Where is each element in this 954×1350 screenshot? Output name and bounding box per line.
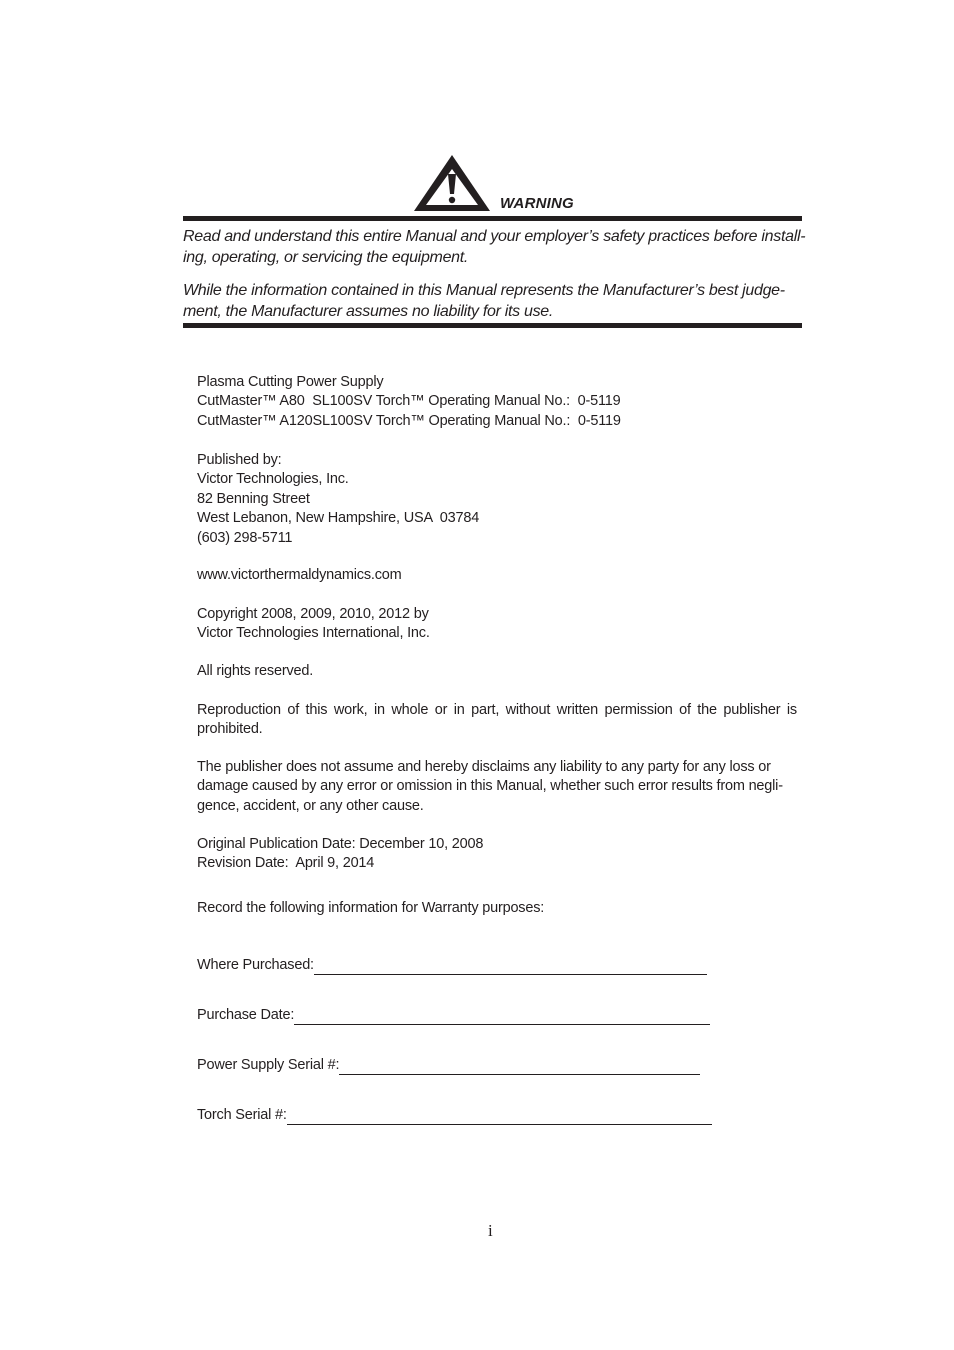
reproduction-text: Reproduction of this work, in whole or in part, without written permission of the publisher is prohibited.	[197, 702, 797, 738]
warning-paragraph-1	[183, 227, 805, 268]
purchase-date-field[interactable]	[197, 1006, 710, 1025]
publisher-city: West Lebanon, New Hampshire, USA 03784	[197, 510, 480, 527]
warning-paragraph-2-line-1: While the information contained in this Manual represents the Manufacturer’s best judge-	[183, 282, 785, 299]
product-line-3: CutMaster™ A120SL100SV Torch™ Operating Manual No.: 0-5119	[197, 412, 621, 429]
publisher-label: Published by:	[197, 452, 282, 468]
warning-paragraph-2	[183, 281, 805, 322]
product-line-1: Plasma Cutting Power Supply	[197, 374, 384, 390]
website-url: www.victorthermaldynamics.com	[197, 567, 402, 583]
product-info	[197, 373, 797, 431]
warning-triangle-icon	[413, 154, 491, 212]
product-line-2: CutMaster™ A80 SL100SV Torch™ Operating Manual No.: 0-5119	[197, 393, 621, 410]
warning-heading: WARNING	[500, 195, 574, 212]
copyright-line-1: Copyright 2008, 2009, 2010, 2012 by	[197, 606, 429, 622]
warning-header	[413, 154, 613, 214]
publisher-street: 82 Benning Street	[197, 490, 310, 507]
warranty-intro-text: Record the following information for Warranty purposes:	[197, 900, 545, 916]
where-purchased-blank[interactable]	[314, 959, 707, 975]
power-supply-serial-label: Power Supply Serial #:	[197, 1057, 340, 1073]
disclaimer-line-1: The publisher does not assume and hereby disclaims any liability to any party for any loss or	[197, 759, 771, 775]
purchase-date-blank[interactable]	[294, 1009, 710, 1025]
publication-dates	[197, 835, 797, 874]
disclaimer-line-3: gence, accident, or any other cause.	[197, 797, 424, 814]
where-purchased-label: Where Purchased:	[197, 957, 314, 973]
publisher-info	[197, 451, 797, 548]
warranty-intro	[197, 899, 797, 918]
power-supply-serial-field[interactable]	[197, 1056, 700, 1075]
torch-serial-label: Torch Serial #:	[197, 1107, 287, 1123]
page-number: i	[488, 1221, 493, 1240]
reproduction-notice	[197, 701, 797, 740]
rights	[197, 662, 797, 681]
website	[197, 566, 797, 585]
original-publication-date: Original Publication Date: December 10, 2008	[197, 836, 484, 852]
power-supply-serial-blank[interactable]	[339, 1059, 700, 1075]
torch-serial-field[interactable]	[197, 1106, 712, 1125]
purchase-date-label: Purchase Date:	[197, 1007, 295, 1023]
warning-paragraph-2-line-2: ment, the Manufacturer assumes no liability for its use.	[183, 302, 554, 320]
publisher-name: Victor Technologies, Inc.	[197, 471, 349, 488]
warning-rule-top	[183, 216, 802, 221]
revision-date: Revision Date: April 9, 2014	[197, 855, 375, 872]
torch-serial-blank[interactable]	[287, 1109, 712, 1125]
where-purchased-field[interactable]	[197, 956, 707, 975]
warning-paragraph-1-line-2: ing, operating, or servicing the equipment.	[183, 248, 469, 266]
rights-text: All rights reserved.	[197, 663, 314, 679]
warning-rule-bottom	[183, 323, 802, 328]
disclaimer	[197, 758, 797, 816]
warning-paragraph-1-line-1: Read and understand this entire Manual and your employer’s safety practices before install-	[183, 228, 806, 245]
copyright	[197, 605, 797, 644]
copyright-line-2: Victor Technologies International, Inc.	[197, 625, 430, 642]
disclaimer-line-2: damage caused by any error or omission in this Manual, whether such error results from negli-	[197, 778, 783, 795]
publisher-phone: (603) 298-5711	[197, 529, 293, 546]
